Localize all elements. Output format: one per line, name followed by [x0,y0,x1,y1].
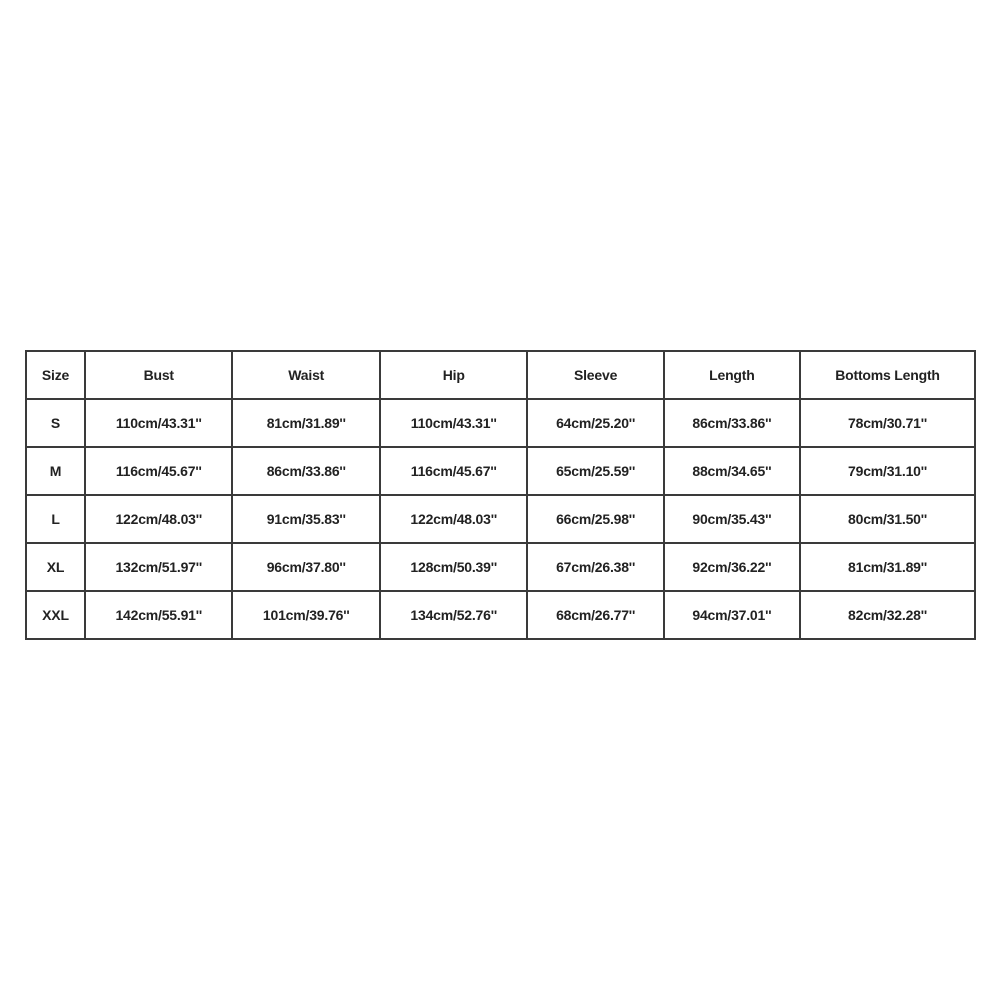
size-chart-table [25,350,976,640]
length-cell: 86cm/33.86'' [664,399,800,447]
bottoms-length-cell: 78cm/30.71'' [800,399,975,447]
length-cell: 94cm/37.01'' [664,591,800,639]
size-cell: XXL [26,591,85,639]
table-row [26,591,975,639]
size-cell: M [26,447,85,495]
bust-cell: 122cm/48.03'' [85,495,232,543]
size-cell: XL [26,543,85,591]
bottoms-length-cell: 79cm/31.10'' [800,447,975,495]
waist-cell: 91cm/35.83'' [232,495,379,543]
header-hip: Hip [380,351,527,399]
header-row [26,351,975,399]
header-bottoms-length: Bottoms Length [800,351,975,399]
bottoms-length-cell: 80cm/31.50'' [800,495,975,543]
hip-cell: 122cm/48.03'' [380,495,527,543]
length-cell: 88cm/34.65'' [664,447,800,495]
bust-cell: 110cm/43.31'' [85,399,232,447]
hip-cell: 134cm/52.76'' [380,591,527,639]
waist-cell: 101cm/39.76'' [232,591,379,639]
waist-cell: 96cm/37.80'' [232,543,379,591]
hip-cell: 128cm/50.39'' [380,543,527,591]
sleeve-cell: 64cm/25.20'' [527,399,663,447]
sleeve-cell: 67cm/26.38'' [527,543,663,591]
sleeve-cell: 66cm/25.98'' [527,495,663,543]
bottoms-length-cell: 82cm/32.28'' [800,591,975,639]
header-bust: Bust [85,351,232,399]
length-cell: 92cm/36.22'' [664,543,800,591]
bust-cell: 116cm/45.67'' [85,447,232,495]
size-cell: S [26,399,85,447]
length-cell: 90cm/35.43'' [664,495,800,543]
size-cell: L [26,495,85,543]
waist-cell: 86cm/33.86'' [232,447,379,495]
bottoms-length-cell: 81cm/31.89'' [800,543,975,591]
hip-cell: 116cm/45.67'' [380,447,527,495]
bust-cell: 142cm/55.91'' [85,591,232,639]
header-waist: Waist [232,351,379,399]
table-row [26,399,975,447]
bust-cell: 132cm/51.97'' [85,543,232,591]
table-row [26,447,975,495]
header-length: Length [664,351,800,399]
header-sleeve: Sleeve [527,351,663,399]
header-size: Size [26,351,85,399]
waist-cell: 81cm/31.89'' [232,399,379,447]
table-row [26,495,975,543]
sleeve-cell: 68cm/26.77'' [527,591,663,639]
table-row [26,543,975,591]
hip-cell: 110cm/43.31'' [380,399,527,447]
sleeve-cell: 65cm/25.59'' [527,447,663,495]
